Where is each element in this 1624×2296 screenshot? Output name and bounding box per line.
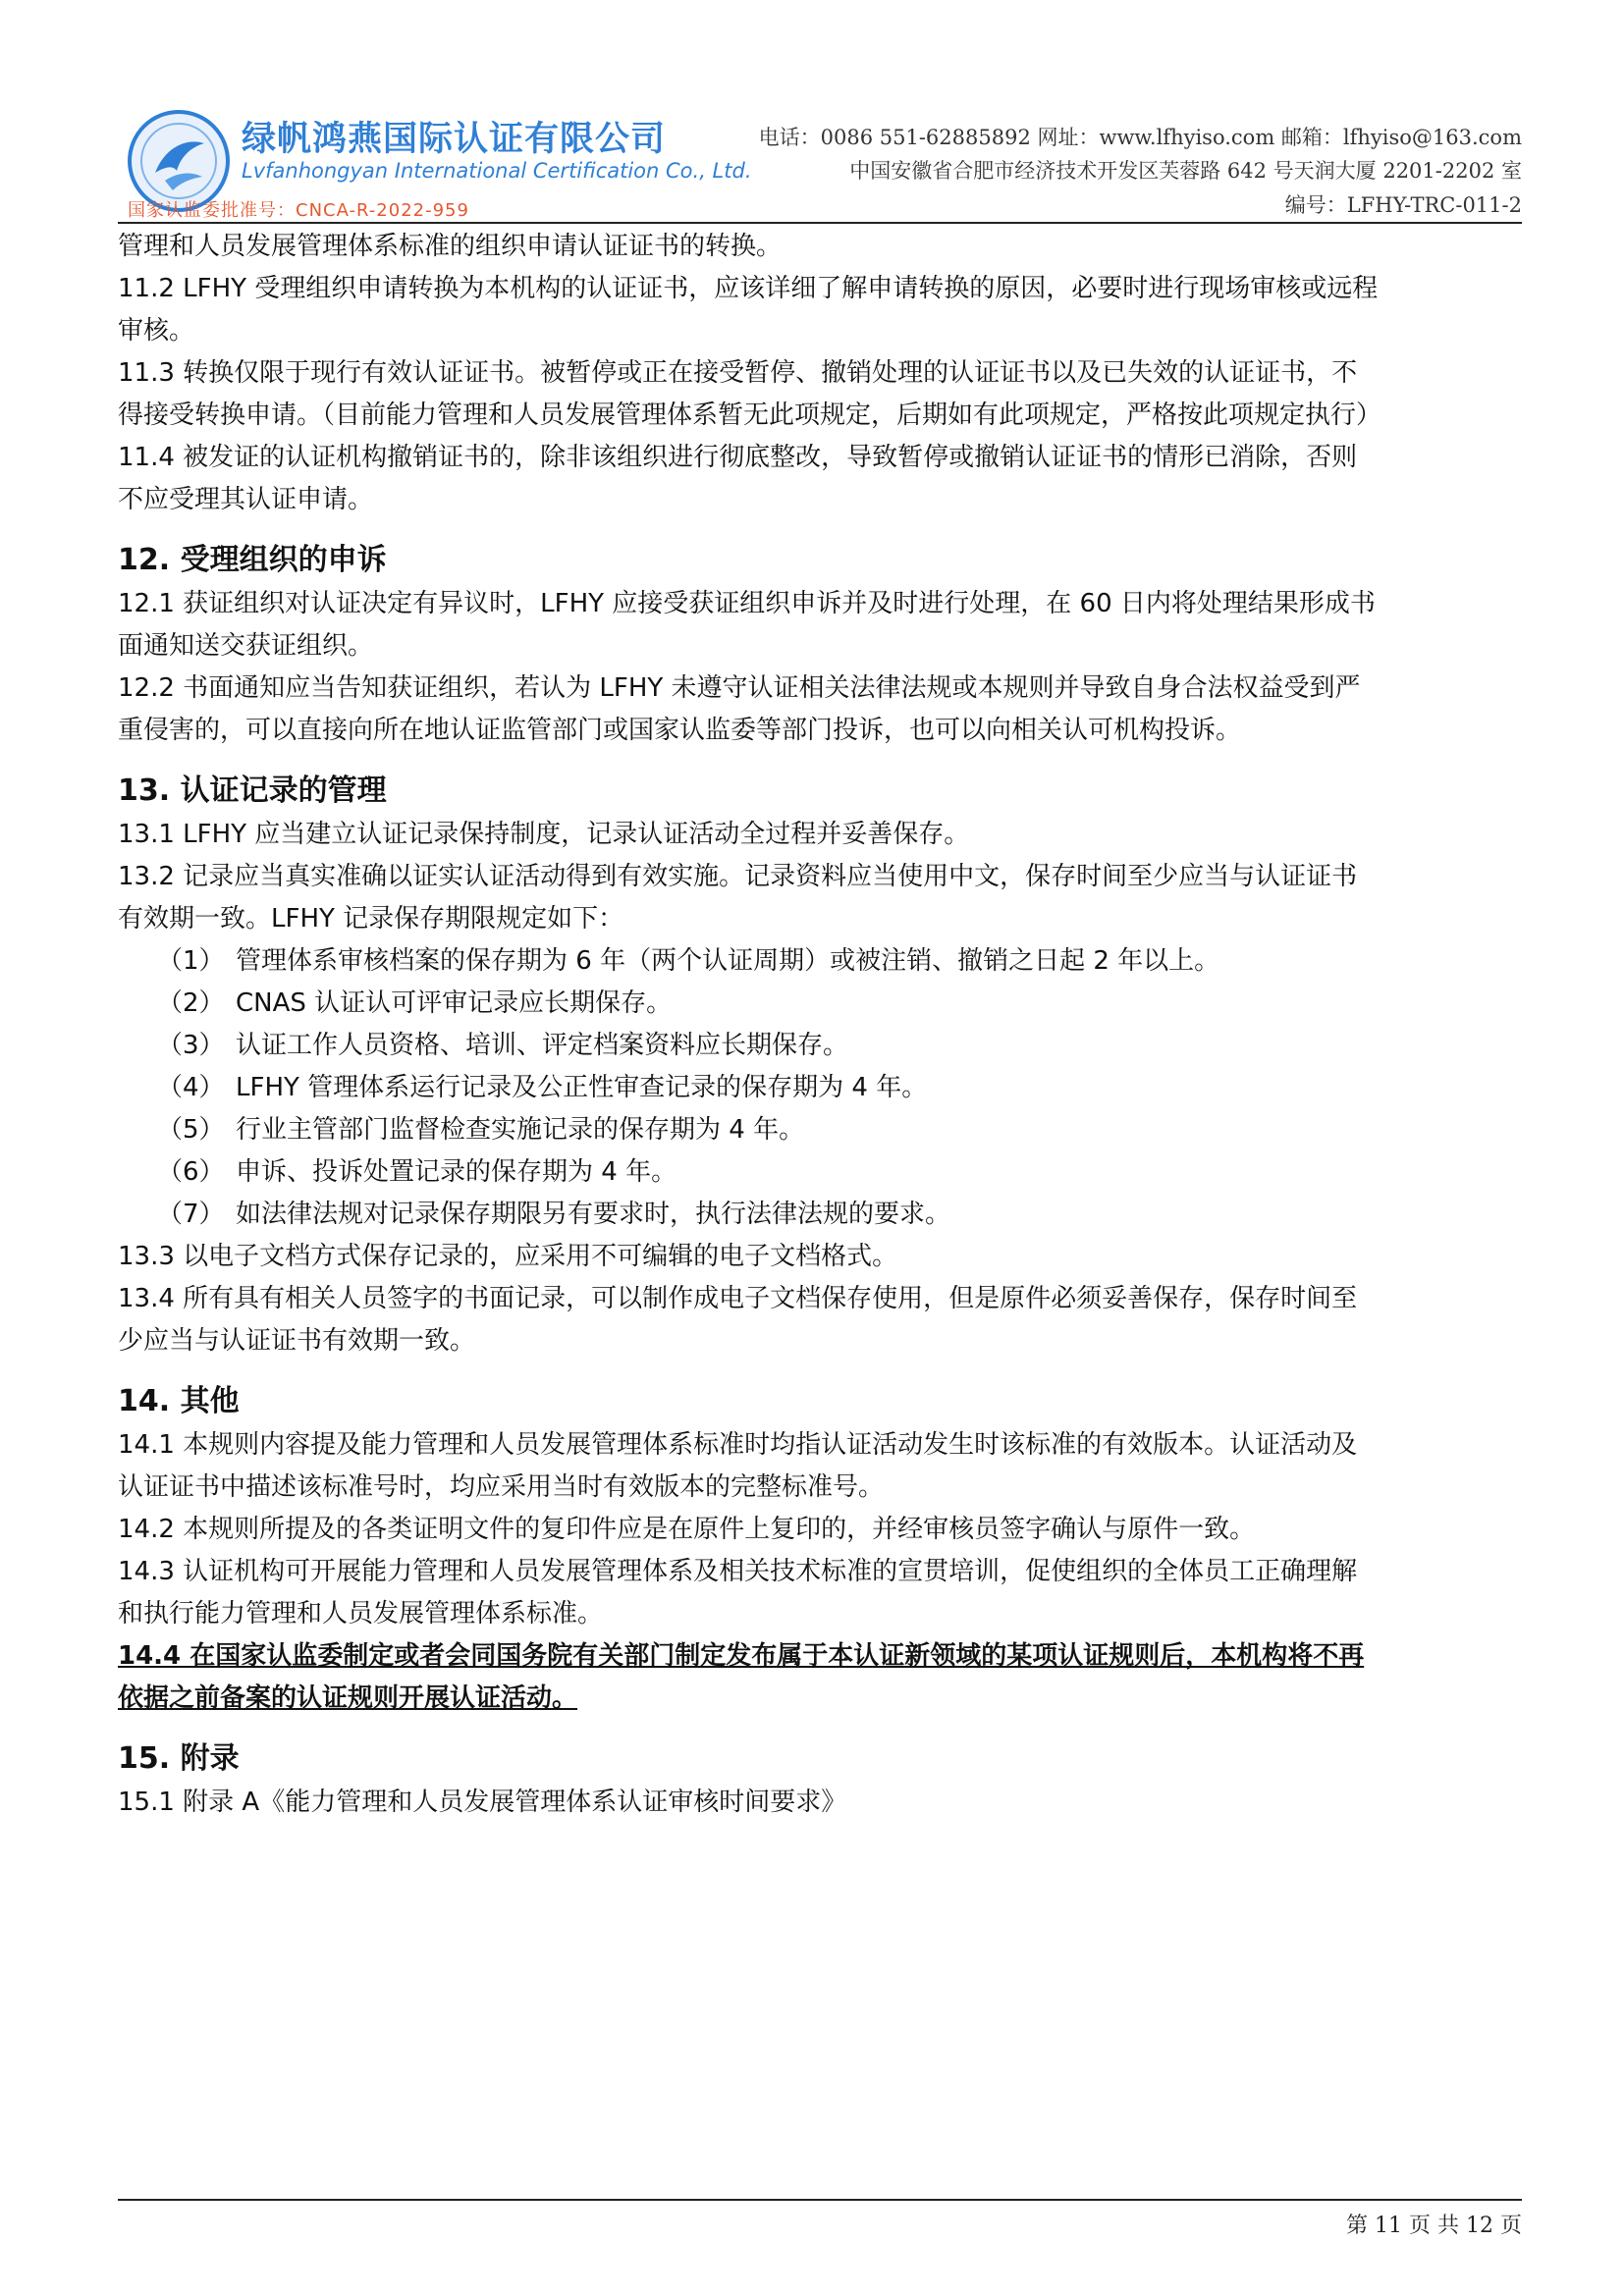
section-heading: 15. 附录 [118, 1741, 240, 1776]
list-item-text: 管理体系审核档案的保存期为 6 年（两个认证周期）或被注销、撤销之日起 2 年以上。 [236, 946, 1220, 976]
paragraph: 13.1 LFHY 应当建立认证记录保持制度，记录认证活动全过程并妥善保存。 [118, 820, 970, 849]
paragraph: 有效期一致。LFHY 记录保存期限规定如下： [118, 904, 624, 934]
document-code: 编号：LFHY-TRC-011-2 [1284, 193, 1522, 217]
list-item [118, 1109, 1522, 1151]
list-marker: （6） [157, 1157, 225, 1187]
list-marker: （7） [157, 1200, 225, 1229]
paragraph: 11.4 被发证的认证机构撤销证书的，除非该组织进行彻底整改，导致暂停或撤销认证证书的情形已消除，否则 [118, 443, 1358, 472]
paragraph: 14.2 本规则所提及的各类证明文件的复印件应是在原件上复印的，并经审核员签字确认与原件一致。 [118, 1515, 1256, 1544]
paragraph: 审核。 [118, 316, 195, 346]
page-number: 第 11 页 共 12 页 [1346, 2214, 1522, 2238]
emphasized-paragraph: 14.4 在国家认监委制定或者会同国务院有关部门制定发布属于本认证新领域的某项认证规则后，本机构将不再 [118, 1641, 1365, 1671]
paragraph: 13.3 以电子文档方式保存记录的，应采用不可编辑的电子文档格式。 [118, 1242, 898, 1271]
paragraph: 11.3 转换仅限于现行有效认证证书。被暂停或正在接受暂停、撤销处理的认证证书以及已失效的认证证书，不 [118, 358, 1358, 388]
list-marker: （4） [157, 1073, 225, 1102]
paragraph: 14.1 本规则内容提及能力管理和人员发展管理体系标准时均指认证活动发生时该标准的有效版本。认证活动及 [118, 1430, 1358, 1460]
emphasized-paragraph: 依据之前备案的认证规则开展认证活动。 [118, 1683, 578, 1713]
list-marker: （3） [157, 1031, 225, 1060]
section-heading: 12. 受理组织的申诉 [118, 543, 387, 577]
document-body [118, 226, 1522, 1824]
paragraph: 不应受理其认证申请。 [118, 485, 374, 514]
list-item-text: 行业主管部门监督检查实施记录的保存期为 4 年。 [236, 1115, 805, 1145]
paragraph: 认证证书中描述该标准号时，均应采用当时有效版本的完整标准号。 [118, 1472, 885, 1502]
list-item-text: LFHY 管理体系运行记录及公正性审查记录的保存期为 4 年。 [236, 1073, 928, 1102]
list-marker: （2） [157, 988, 225, 1018]
list-item-text: 认证工作人员资格、培训、评定档案资料应长期保存。 [236, 1031, 849, 1060]
contact-info: 电话：0086 551-62885892 网址：www.lfhyiso.com 邮箱：lfhyiso@163.com [758, 126, 1522, 149]
section-heading: 13. 认证记录的管理 [118, 774, 387, 808]
paragraph: 得接受转换申请。（目前能力管理和人员发展管理体系暂无此项规定，后期如有此项规定，严格按此项规定执行） [118, 400, 1382, 430]
list-marker: （5） [157, 1115, 225, 1145]
company-name-en: Lvfanhongyan International Certification Co., Ltd. [242, 159, 752, 183]
paragraph: 和执行能力管理和人员发展管理体系标准。 [118, 1599, 604, 1629]
paragraph: 14.3 认证机构可开展能力管理和人员发展管理体系及相关技术标准的宣贯培训，促使组织的全体员工正确理解 [118, 1557, 1358, 1586]
list-item-text: CNAS 认证认可评审记录应长期保存。 [236, 988, 673, 1018]
list-item [118, 1025, 1522, 1067]
paragraph: 11.2 LFHY 受理组织申请转换为本机构的认证证书，应该详细了解申请转换的原因，必要时进行现场审核或远程 [118, 274, 1379, 303]
paragraph: 重侵害的，可以直接向所在地认证监管部门或国家认监委等部门投诉，也可以向相关认可机构投诉。 [118, 716, 1242, 745]
header-divider [118, 222, 1522, 224]
paragraph: 管理和人员发展管理体系标准的组织申请认证证书的转换。 [118, 232, 783, 261]
paragraph: 12.2 书面通知应当告知获证组织，若认为 LFHY 未遵守认证相关法律法规或本规则并导致自身合法权益受到严 [118, 673, 1361, 703]
footer-divider [118, 2199, 1522, 2201]
section-heading: 14. 其他 [118, 1384, 240, 1418]
list-item [118, 983, 1522, 1025]
list-item-text: 如法律法规对记录保存期限另有要求时，执行法律法规的要求。 [236, 1200, 951, 1229]
paragraph: 12.1 获证组织对认证决定有异议时，LFHY 应接受获证组织申诉并及时进行处理，在 60 日内将处理结果形成书 [118, 589, 1376, 618]
list-item [118, 940, 1522, 983]
list-item [118, 1067, 1522, 1109]
list-item [118, 1151, 1522, 1194]
company-name-cn: 绿帆鸿燕国际认证有限公司 [242, 120, 667, 159]
paragraph: 13.4 所有具有相关人员签字的书面记录，可以制作成电子文档保存使用，但是原件必须妥善保存，保存时间至 [118, 1284, 1358, 1313]
paragraph: 面通知送交获证组织。 [118, 631, 374, 661]
list-item [118, 1194, 1522, 1236]
list-marker: （1） [157, 946, 225, 976]
paragraph: 少应当与认证证书有效期一致。 [118, 1326, 476, 1356]
paragraph: 13.2 记录应当真实准确以证实认证活动得到有效实施。记录资料应当使用中文，保存时间至少应当与认证证书 [118, 862, 1358, 891]
company-address: 中国安徽省合肥市经济技术开发区芙蓉路 642 号天润大厦 2201-2202 室 [849, 159, 1522, 183]
approval-number: 国家认监委批准号：CNCA-R-2022-959 [128, 200, 469, 221]
document-header [118, 98, 1522, 222]
paragraph: 15.1 附录 A《能力管理和人员发展管理体系认证审核时间要求》 [118, 1788, 847, 1817]
list-item-text: 申诉、投诉处置记录的保存期为 4 年。 [236, 1157, 677, 1187]
